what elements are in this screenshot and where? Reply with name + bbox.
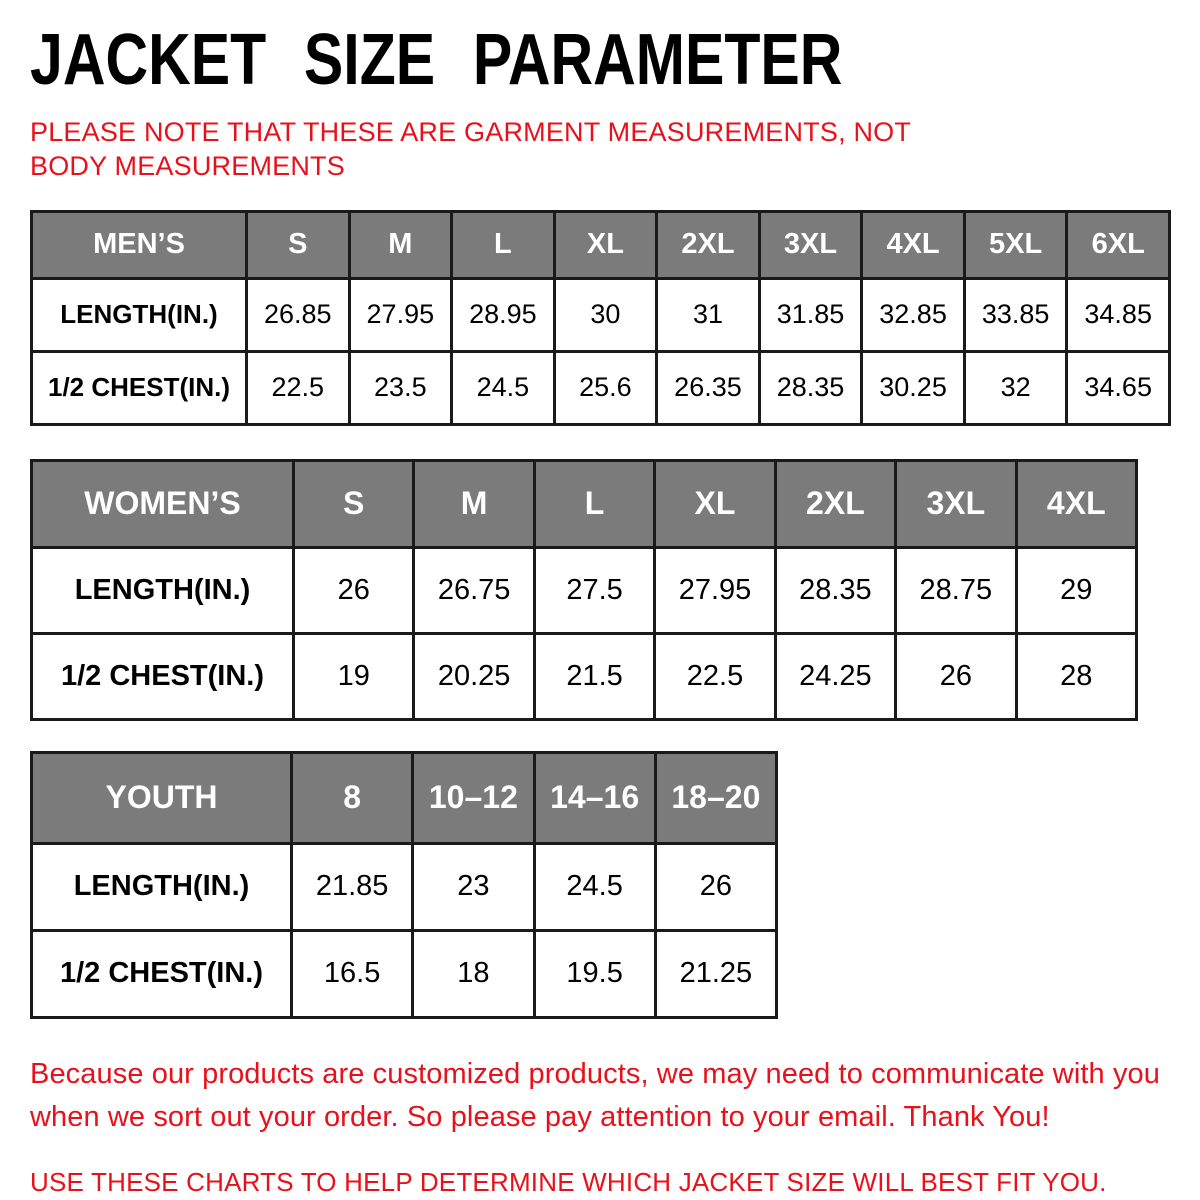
value-cell: 27.95 (655, 547, 775, 633)
row-label-cell: 1/2 CHEST(IN.) (32, 633, 294, 719)
row-label-cell: 1/2 CHEST(IN.) (32, 930, 292, 1017)
youth-group-header-cell: YOUTH (32, 752, 292, 843)
value-cell: 29 (1016, 547, 1136, 633)
value-cell: 31 (657, 278, 760, 351)
size-header-cell: M (414, 460, 534, 547)
row-label-cell: 1/2 CHEST(IN.) (32, 351, 247, 424)
value-cell: 18 (413, 930, 534, 1017)
size-header-cell: L (534, 460, 654, 547)
value-cell: 24.5 (534, 843, 655, 930)
value-cell: 21.5 (534, 633, 654, 719)
womens-size-table (30, 459, 1138, 721)
value-cell: 28.35 (775, 547, 895, 633)
fit-advice: USE THESE CHARTS TO HELP DETERMINE WHICH JACKET SIZE WILL BEST FIT YOU. (30, 1166, 1107, 1197)
value-cell: 30.25 (862, 351, 965, 424)
page-title: JACKET SIZE PARAMETER (30, 20, 843, 100)
size-header-cell: 3XL (896, 460, 1016, 547)
size-header-cell: 3XL (759, 211, 862, 278)
value-cell: 26 (896, 633, 1016, 719)
womens-group-header-cell: WOMEN’S (32, 460, 294, 547)
value-cell: 27.5 (534, 547, 654, 633)
mens-header-row (32, 211, 1170, 278)
garment-measurement-note: PLEASE NOTE THAT THESE ARE GARMENT MEASUREMENTS, NOT BODY MEASUREMENTS (30, 117, 911, 181)
size-header-cell: 6XL (1067, 211, 1170, 278)
size-header-cell: 18–20 (655, 752, 776, 843)
value-cell: 23 (413, 843, 534, 930)
value-cell: 24.25 (775, 633, 895, 719)
value-cell: 26 (294, 547, 414, 633)
table-row (32, 633, 1137, 719)
row-label-cell: LENGTH(IN.) (32, 278, 247, 351)
size-header-cell: M (349, 211, 452, 278)
table-row (32, 278, 1170, 351)
size-header-cell: S (294, 460, 414, 547)
customization-notice: Because our products are customized products, we may need to communicate with you when we sort out your order. So please pay attention to your email. Thank You! (30, 1057, 1160, 1133)
row-label-cell: LENGTH(IN.) (32, 843, 292, 930)
womens-header-row (32, 460, 1137, 547)
value-cell: 26.85 (247, 278, 350, 351)
table-row (32, 547, 1137, 633)
value-cell: 19 (294, 633, 414, 719)
size-header-cell: XL (554, 211, 657, 278)
value-cell: 30 (554, 278, 657, 351)
value-cell: 23.5 (349, 351, 452, 424)
value-cell: 27.95 (349, 278, 452, 351)
value-cell: 21.25 (655, 930, 776, 1017)
size-header-cell: XL (655, 460, 775, 547)
value-cell: 28.35 (759, 351, 862, 424)
value-cell: 25.6 (554, 351, 657, 424)
size-header-cell: 8 (292, 752, 413, 843)
size-header-cell: 14–16 (534, 752, 655, 843)
value-cell: 19.5 (534, 930, 655, 1017)
value-cell: 26.35 (657, 351, 760, 424)
size-header-cell: 2XL (657, 211, 760, 278)
table-row (32, 351, 1170, 424)
value-cell: 32 (964, 351, 1067, 424)
value-cell: 28.95 (452, 278, 555, 351)
table-row (32, 843, 777, 930)
size-header-cell: S (247, 211, 350, 278)
value-cell: 34.65 (1067, 351, 1170, 424)
youth-header-row (32, 752, 777, 843)
value-cell: 28 (1016, 633, 1136, 719)
row-label-cell: LENGTH(IN.) (32, 547, 294, 633)
value-cell: 33.85 (964, 278, 1067, 351)
value-cell: 22.5 (247, 351, 350, 424)
value-cell: 28.75 (896, 547, 1016, 633)
value-cell: 24.5 (452, 351, 555, 424)
value-cell: 34.85 (1067, 278, 1170, 351)
size-header-cell: L (452, 211, 555, 278)
size-header-cell: 4XL (1016, 460, 1136, 547)
size-header-cell: 4XL (862, 211, 965, 278)
table-row (32, 930, 777, 1017)
value-cell: 22.5 (655, 633, 775, 719)
value-cell: 20.25 (414, 633, 534, 719)
size-header-cell: 2XL (775, 460, 895, 547)
value-cell: 21.85 (292, 843, 413, 930)
size-header-cell: 5XL (964, 211, 1067, 278)
mens-group-header-cell: MEN’S (32, 211, 247, 278)
value-cell: 32.85 (862, 278, 965, 351)
value-cell: 16.5 (292, 930, 413, 1017)
value-cell: 26.75 (414, 547, 534, 633)
value-cell: 31.85 (759, 278, 862, 351)
mens-size-table (30, 210, 1171, 426)
youth-size-table (30, 751, 778, 1019)
size-header-cell: 10–12 (413, 752, 534, 843)
value-cell: 26 (655, 843, 776, 930)
